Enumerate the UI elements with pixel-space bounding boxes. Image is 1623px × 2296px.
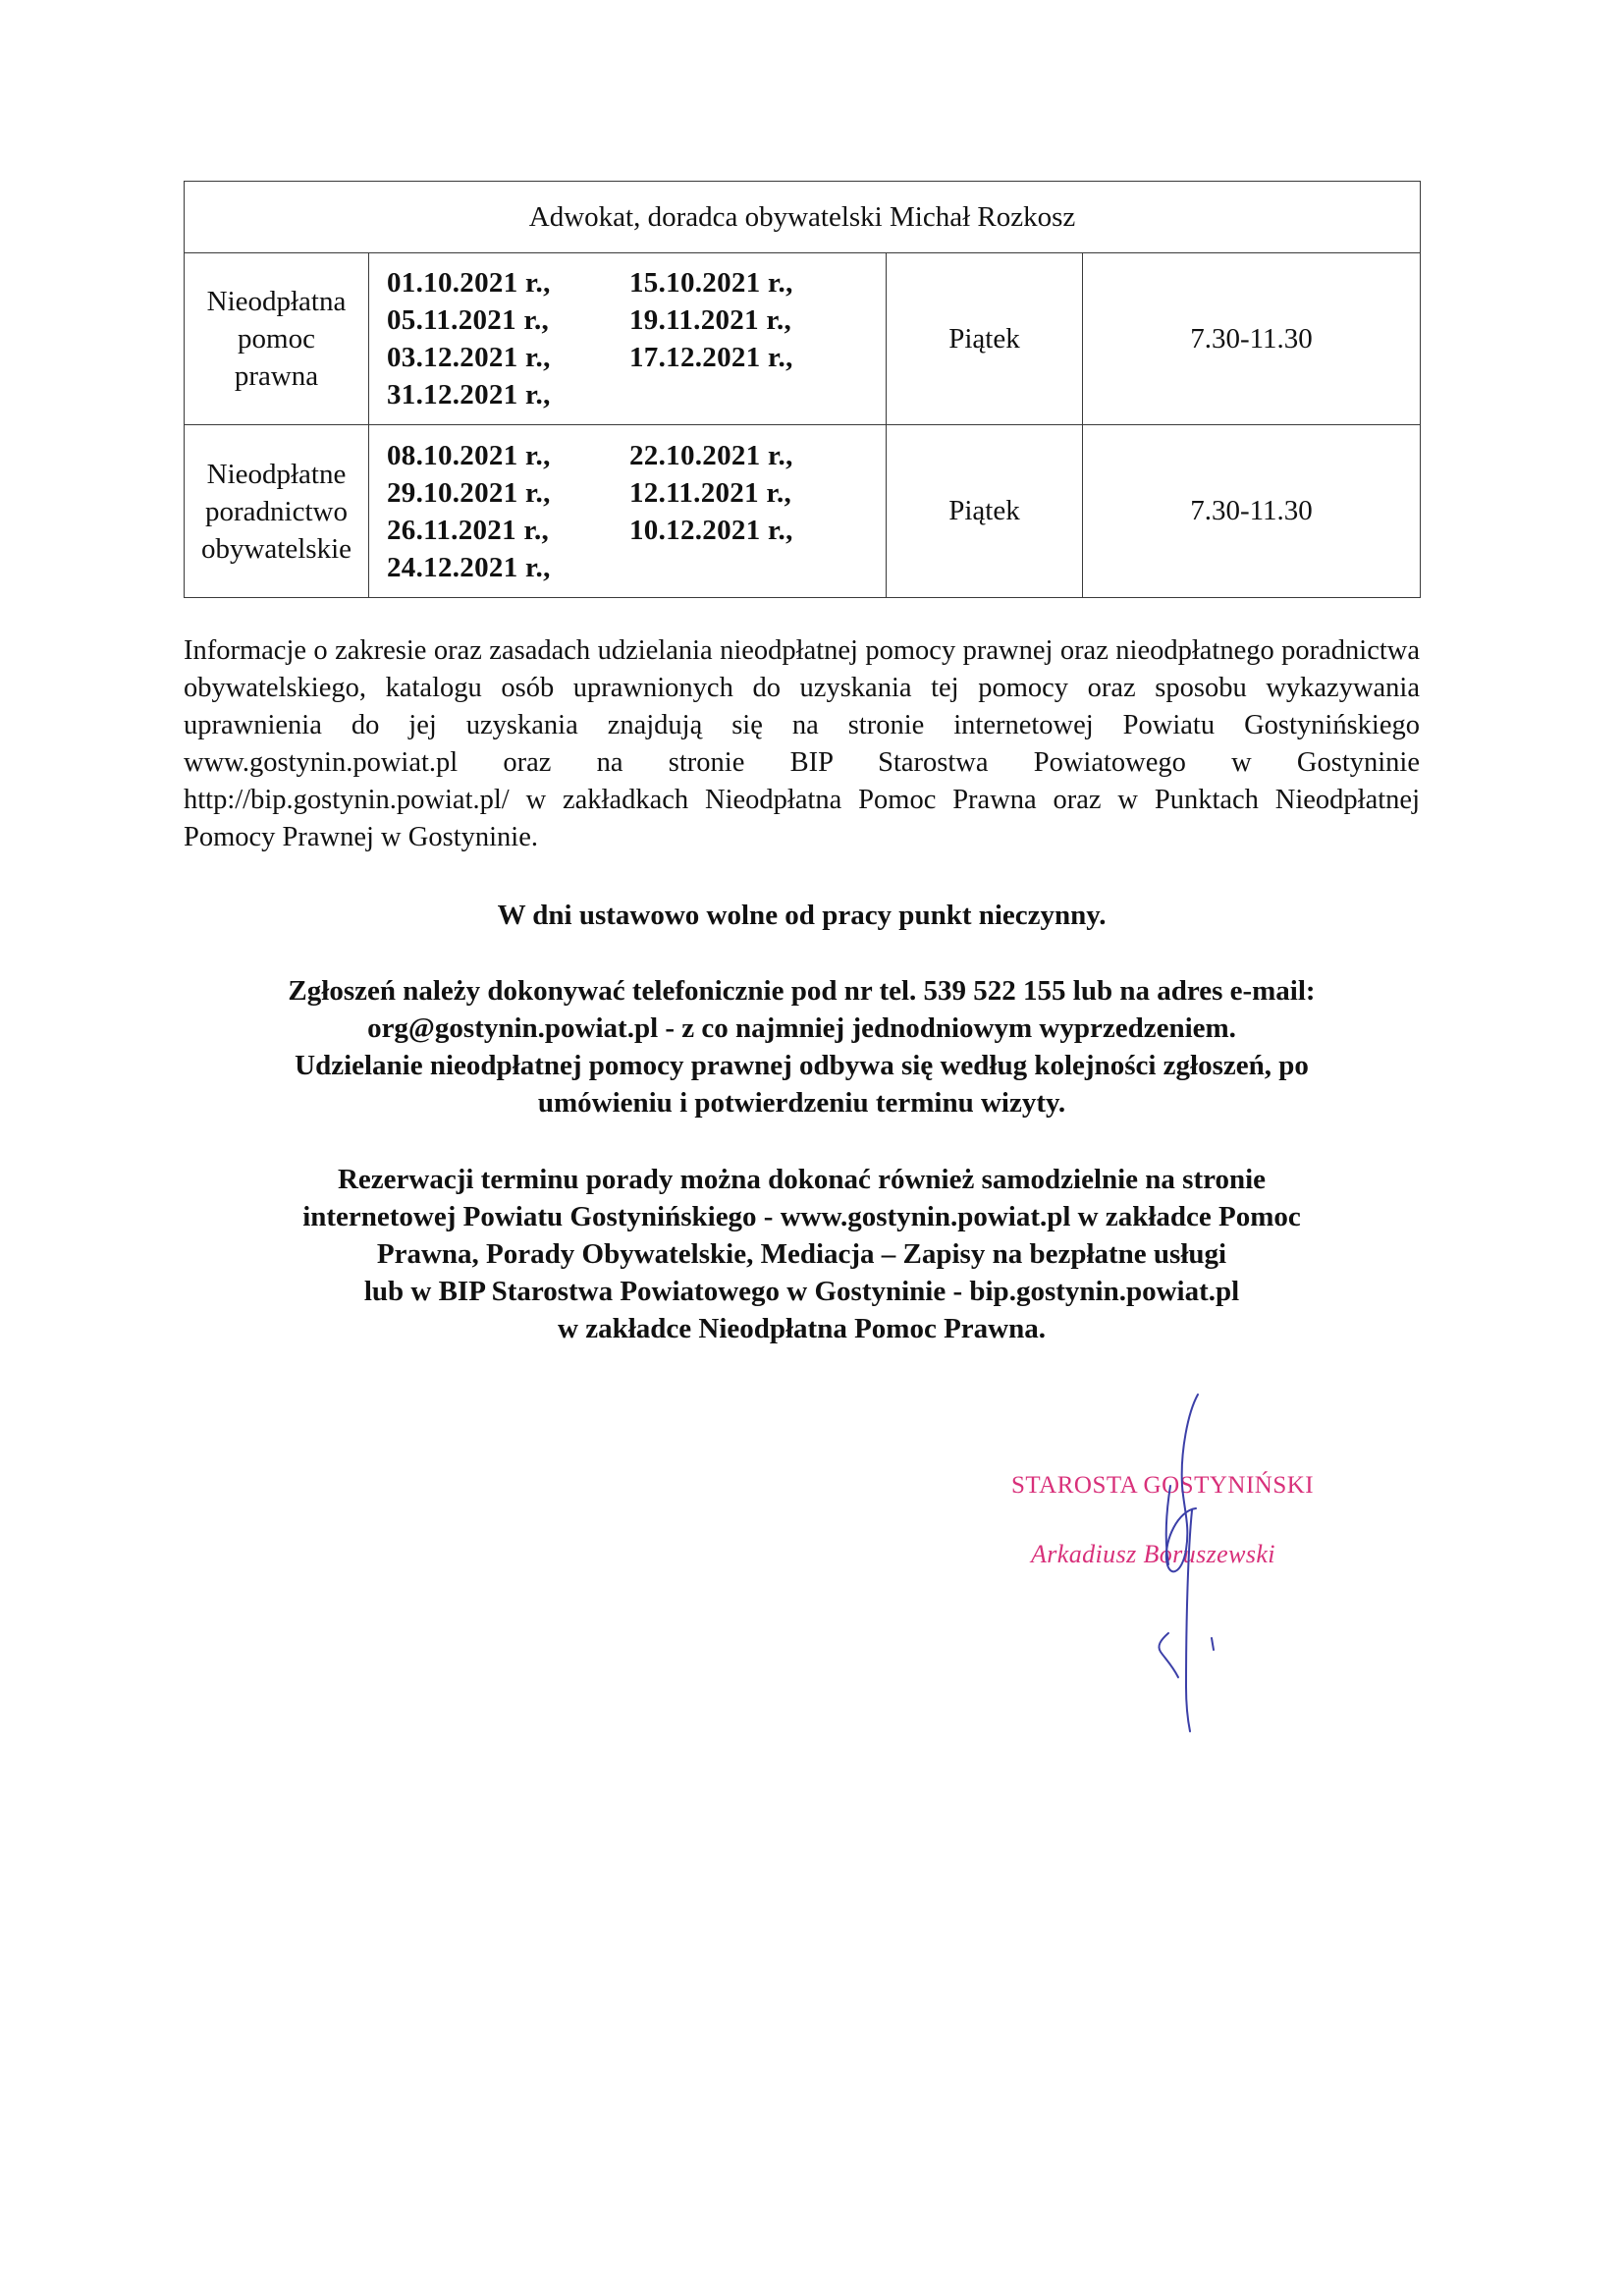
info-paragraph: Informacje o zakresie oraz zasadach udzielania nieodpłatnej pomocy prawnej oraz nieodpłatnego poradnictwa obywatelskiego, katalogu osób uprawnionych do uzyskania tej pomocy oraz sposobu wykazywania uprawnienia do jej uzyskania znajdują się na stronie internetowej Powiatu Gostynińskiego www.gostynin.powiat.pl oraz na stronie BIP Starostwa Powiatowego w Gostyninie http://bip.gostynin.powiat.pl/ w zakładkach Nieodpłatna Pomoc Prawna oraz w Punktach Nieodpłatnej Pomocy Prawnej w Gostyninie.	[184, 635, 1420, 852]
date-item: 19.11.2021 r.,	[629, 304, 792, 336]
stamp-title: STAROSTA GOSTYNIŃSKI	[1011, 1472, 1315, 1499]
date-item: 17.12.2021 r.,	[629, 342, 793, 373]
date-item: 22.10.2021 r.,	[629, 439, 793, 471]
schedule-table	[184, 181, 1421, 598]
service-name-line: Nieodpłatna pomoc	[206, 286, 347, 355]
table-header-row	[185, 182, 1421, 253]
service-name	[185, 425, 369, 598]
service-name-line: Nieodpłatne poradnictwo	[205, 458, 348, 527]
date-item: 05.11.2021 r.,	[387, 304, 550, 336]
dates-cell	[369, 425, 887, 598]
weekday-cell: Piątek	[887, 425, 1083, 598]
date-item: 24.12.2021 r.,	[387, 551, 551, 583]
contact-line: Udzielanie nieodpłatnej pomocy prawnej odbywa się według kolejności zgłoszeń, po	[295, 1050, 1309, 1081]
dates-list	[369, 264, 886, 413]
booking-line: w zakładce Nieodpłatna Pomoc Prawna.	[558, 1313, 1046, 1344]
contact-line: umówieniu i potwierdzeniu terminu wizyty.	[537, 1087, 1066, 1119]
stamp-name: Arkadiusz Boruszewski	[1031, 1540, 1275, 1568]
table-row	[185, 253, 1421, 425]
date-item	[629, 376, 853, 413]
date-item: 26.11.2021 r.,	[387, 514, 550, 546]
date-item: 12.11.2021 r.,	[629, 476, 792, 509]
date-item: 15.10.2021 r.,	[629, 267, 793, 299]
service-name-line: prawna	[234, 360, 319, 392]
closed-notice: W dni ustawowo wolne od pracy punkt nieczynny.	[497, 900, 1107, 931]
booking-line: lub w BIP Starostwa Powiatowego w Gostyninie - bip.gostynin.powiat.pl	[363, 1276, 1240, 1307]
date-item: 03.12.2021 r.,	[387, 342, 551, 373]
table-header: Adwokat, doradca obywatelski Michał Rozkosz	[185, 182, 1421, 253]
hours-cell: 7.30-11.30	[1083, 253, 1421, 425]
service-name-line: obywatelskie	[200, 532, 352, 565]
dates-cell	[369, 253, 887, 425]
handwritten-signature	[1109, 1393, 1247, 1741]
weekday-cell: Piątek	[887, 253, 1083, 425]
booking-line: Rezerwacji terminu porady można dokonać również samodzielnie na stronie	[337, 1164, 1267, 1195]
date-item: 10.12.2021 r.,	[629, 514, 793, 546]
booking-line: Prawna, Porady Obywatelskie, Mediacja – Zapisy na bezpłatne usługi	[376, 1238, 1227, 1270]
date-item: 29.10.2021 r.,	[387, 476, 551, 509]
contact-info	[147, 972, 1456, 1121]
date-item: 08.10.2021 r.,	[387, 439, 551, 471]
dates-list	[369, 437, 886, 586]
hours-cell: 7.30-11.30	[1083, 425, 1421, 598]
table-row	[185, 425, 1421, 598]
booking-info	[147, 1161, 1456, 1347]
date-item: 31.12.2021 r.,	[387, 379, 551, 410]
date-item: 01.10.2021 r.,	[387, 267, 551, 299]
date-item	[629, 549, 853, 586]
contact-line: org@gostynin.powiat.pl - z co najmniej jednodniowym wyprzedzeniem.	[367, 1012, 1236, 1044]
booking-line: internetowej Powiatu Gostynińskiego - www.gostynin.powiat.pl w zakładce Pomoc	[302, 1201, 1301, 1232]
service-name	[185, 253, 369, 425]
contact-line: Zgłoszeń należy dokonywać telefonicznie pod nr tel. 539 522 155 lub na adres e-mail:	[288, 975, 1316, 1007]
